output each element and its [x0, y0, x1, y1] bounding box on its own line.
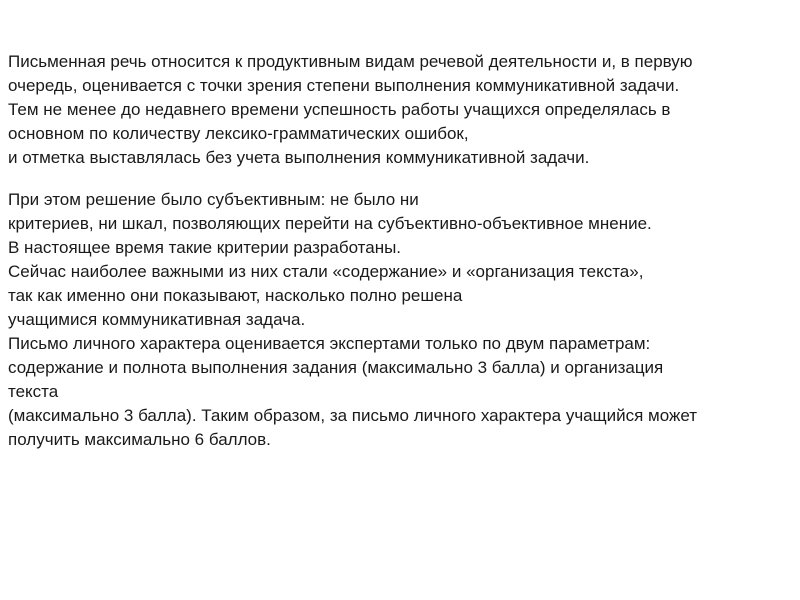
- text-line: критериев, ни шкал, позволяющих перейти на субъективно-объективное мнение.: [8, 214, 652, 233]
- text-line: содержание и полнота выполнения задания (максимально 3 балла) и организация: [8, 358, 664, 377]
- text-line: и отметка выставлялась без учета выполнения коммуникативной задачи.: [8, 148, 590, 167]
- text-line: В настоящее время такие критерии разработаны.: [8, 238, 402, 257]
- text-line: основном по количеству лексико-грамматических ошибок,: [8, 124, 469, 143]
- body-text: [8, 50, 800, 452]
- text-line: Письмо личного характера оценивается экспертами только по двум параметрам:: [8, 334, 651, 353]
- text-line: (максимально 3 балла). Таким образом, за письмо личного характера учащийся может: [8, 406, 698, 425]
- text-line: так как именно они показывают, насколько полно решена: [8, 286, 463, 305]
- text-line: Письменная речь относится к продуктивным видам речевой деятельности и, в первую: [8, 52, 693, 71]
- text-line: учащимися коммуникативная задача.: [8, 310, 306, 329]
- text-line: При этом решение было субъективным: не было ни: [8, 190, 419, 209]
- text-line: получить максимально 6 баллов.: [8, 430, 271, 449]
- text-line: текста: [8, 382, 59, 401]
- paragraph-gap: [8, 170, 800, 188]
- text-line: Сейчас наиболее важными из них стали «содержание» и «организация текста»,: [8, 262, 644, 281]
- text-line: Тем не менее до недавнего времени успешность работы учащихся определялась в: [8, 100, 671, 119]
- text-line: очередь, оценивается с точки зрения степени выполнения коммуникативной задачи.: [8, 76, 680, 95]
